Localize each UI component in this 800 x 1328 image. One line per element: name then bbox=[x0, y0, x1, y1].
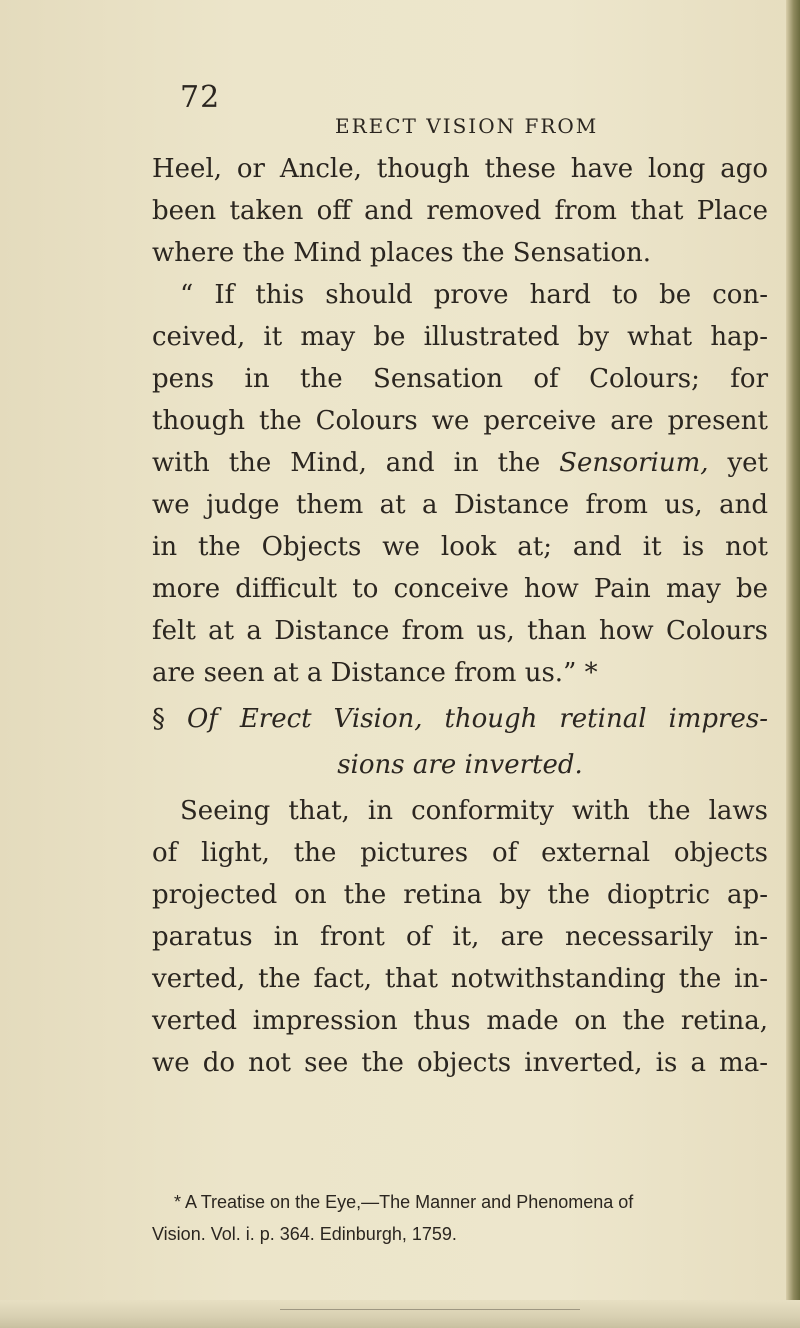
text-line: pens in the Sensation of Colours; for bbox=[152, 364, 768, 394]
text-line: verted, the fact, that notwithstanding the in- bbox=[152, 964, 768, 994]
text-line: projected on the retina by the dioptric ap- bbox=[152, 880, 768, 910]
text-segment: yet bbox=[727, 448, 769, 478]
paragraph-2 bbox=[152, 790, 768, 1084]
page-edge-shadow bbox=[786, 0, 800, 1328]
paragraph-1 bbox=[152, 148, 768, 694]
bottom-rule bbox=[280, 1309, 580, 1310]
text-line: we do not see the objects inverted, is a ma- bbox=[152, 1048, 768, 1078]
text-line: felt at a Distance from us, than how Colours bbox=[152, 616, 768, 646]
italic-word: Sensorium, bbox=[559, 448, 709, 478]
text-line: where the Mind places the Sensation. bbox=[152, 238, 651, 268]
section-heading-text: Of Erect Vision, though retinal impres- bbox=[186, 704, 768, 734]
footnote-line: Vision. Vol. i. p. 364. Edinburgh, 1759. bbox=[152, 1224, 457, 1244]
page-bottom-edge bbox=[0, 1300, 800, 1328]
page-number: 72 bbox=[180, 80, 221, 115]
text-line: are seen at a Distance from us.” * bbox=[152, 658, 598, 688]
text-line: paratus in front of it, are necessarily in- bbox=[152, 922, 768, 952]
running-head bbox=[180, 80, 740, 138]
section-heading bbox=[152, 696, 768, 788]
section-heading-line-1 bbox=[152, 696, 768, 742]
running-title: ERECT VISION FROM bbox=[335, 114, 599, 138]
text-line: more difficult to conceive how Pain may be bbox=[152, 574, 768, 604]
text-line: “ If this should prove hard to be con- bbox=[180, 280, 768, 310]
text-line: though the Colours we perceive are present bbox=[152, 406, 768, 436]
text-line: of light, the pictures of external objects bbox=[152, 838, 768, 868]
text-line: ceived, it may be illustrated by what hap- bbox=[152, 322, 768, 352]
text-line: Heel, or Ancle, though these have long ago bbox=[152, 154, 768, 184]
text-line-with-italic bbox=[152, 442, 768, 484]
text-line: verted impression thus made on the retina, bbox=[152, 1006, 768, 1036]
text-line: been taken off and removed from that Place bbox=[152, 196, 768, 226]
text-line: in the Objects we look at; and it is not bbox=[152, 532, 768, 562]
section-marker: § bbox=[152, 704, 165, 734]
text-segment: with the Mind, and in the bbox=[152, 448, 541, 478]
text-line: Seeing that, in conformity with the laws bbox=[180, 796, 768, 826]
footnote bbox=[152, 1186, 772, 1250]
footnote-line: * A Treatise on the Eye,—The Manner and Phenomena of bbox=[174, 1192, 634, 1212]
section-heading-line-2: sions are inverted. bbox=[337, 750, 583, 780]
text-line: we judge them at a Distance from us, and bbox=[152, 490, 768, 520]
